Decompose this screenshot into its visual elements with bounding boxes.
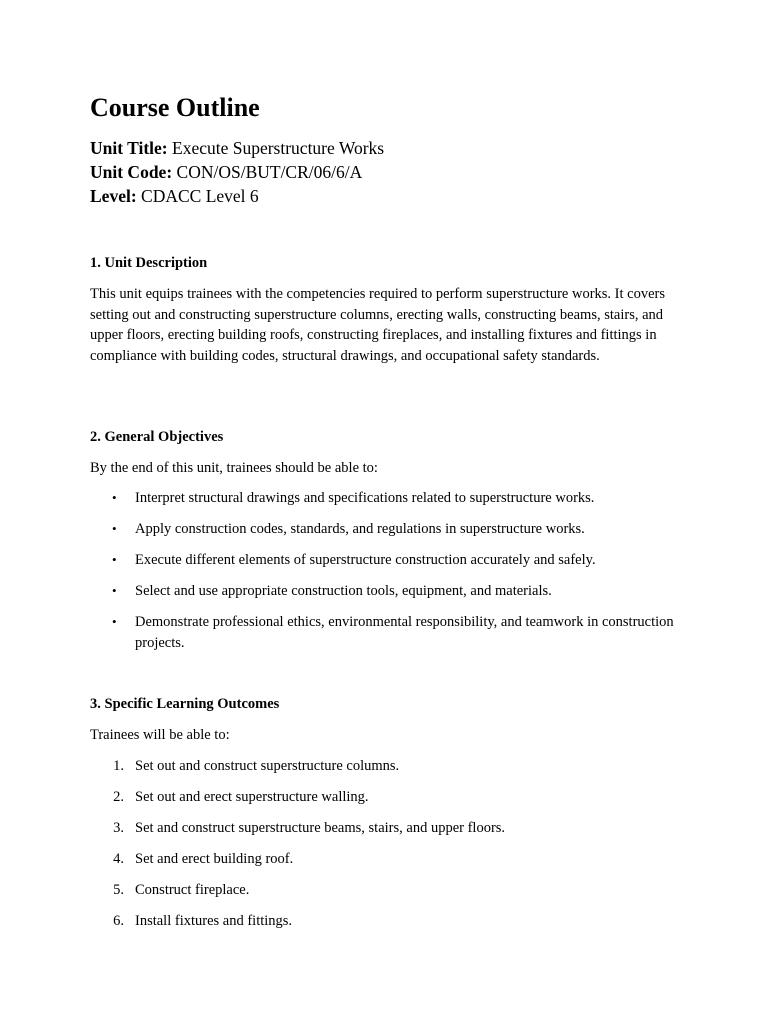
level-row [90, 184, 384, 208]
bullet-marker: • [112, 520, 117, 536]
section-heading-unit-description: 1. Unit Description [90, 255, 208, 271]
list-item-text: Demonstrate professional ethics, environmental responsibility, and teamwork in construction projects. [135, 613, 674, 651]
objectives-intro: By the end of this unit, trainees should be able to: [90, 460, 378, 476]
list-item-text: Construct fireplace. [135, 881, 250, 898]
bullet-marker: • [112, 551, 117, 567]
list-item-text: Set and erect building roof. [135, 850, 294, 867]
unit-code-value: CON/OS/BUT/CR/06/6/A [176, 162, 363, 182]
list-item-number: 1. [113, 758, 124, 774]
outcomes-list [90, 756, 680, 942]
list-item [90, 911, 680, 932]
unit-title-row [90, 136, 384, 160]
objectives-list [90, 488, 680, 664]
list-item-number: 2. [113, 788, 124, 805]
list-item [90, 581, 680, 602]
list-item-number: 5. [113, 881, 124, 898]
list-item-text: Set out and construct superstructure columns. [135, 758, 400, 774]
level-value: CDACC Level 6 [141, 186, 259, 206]
unit-code-label: Unit Code: [90, 162, 173, 182]
bullet-marker: • [112, 582, 117, 598]
list-item [90, 880, 680, 901]
list-item [90, 488, 680, 509]
list-item-text: Set out and erect superstructure walling. [135, 788, 369, 805]
unit-code-row [90, 160, 384, 184]
list-item-number: 4. [113, 850, 124, 867]
level-label: Level: [90, 186, 137, 206]
bullet-marker: • [112, 613, 117, 629]
list-item [90, 818, 680, 839]
list-item [90, 787, 680, 808]
list-item-text: Select and use appropriate construction tools, equipment, and materials. [135, 582, 552, 599]
list-item-text: Set and construct superstructure beams, stairs, and upper floors. [135, 819, 506, 836]
list-item [90, 849, 680, 870]
unit-title-value: Execute Superstructure Works [172, 138, 385, 158]
list-item-text: Execute different elements of superstructure construction accurately and safely. [135, 551, 596, 568]
list-item-text: Install fixtures and fittings. [135, 912, 293, 929]
list-item-number: 6. [113, 912, 124, 929]
outcomes-intro: Trainees will be able to: [90, 727, 230, 743]
unit-meta [90, 136, 384, 208]
unit-title-label: Unit Title: [90, 138, 168, 158]
list-item-text: Interpret structural drawings and specifications related to superstructure works. [135, 490, 595, 506]
list-item [90, 612, 680, 653]
list-item-text: Apply construction codes, standards, and regulations in superstructure works. [135, 520, 585, 537]
bullet-marker: • [112, 490, 117, 505]
list-item [90, 519, 680, 540]
list-item [90, 550, 680, 571]
list-item [90, 756, 680, 777]
page-title: Course Outline [90, 93, 260, 122]
unit-description-text: This unit equips trainees with the competencies required to perform superstructure works. It covers setting out and constructing superstructure columns, erecting walls, constructing beams, stairs, and upper floors, erecting building roofs, constructing fireplaces, and installing fixtures and fittings in compliance with building codes, structural drawings, and occupational safety standards. [90, 286, 665, 364]
list-item-number: 3. [113, 819, 124, 836]
section-heading-specific-learning-outcomes: 3. Specific Learning Outcomes [90, 696, 280, 712]
section-heading-general-objectives: 2. General Objectives [90, 429, 224, 445]
